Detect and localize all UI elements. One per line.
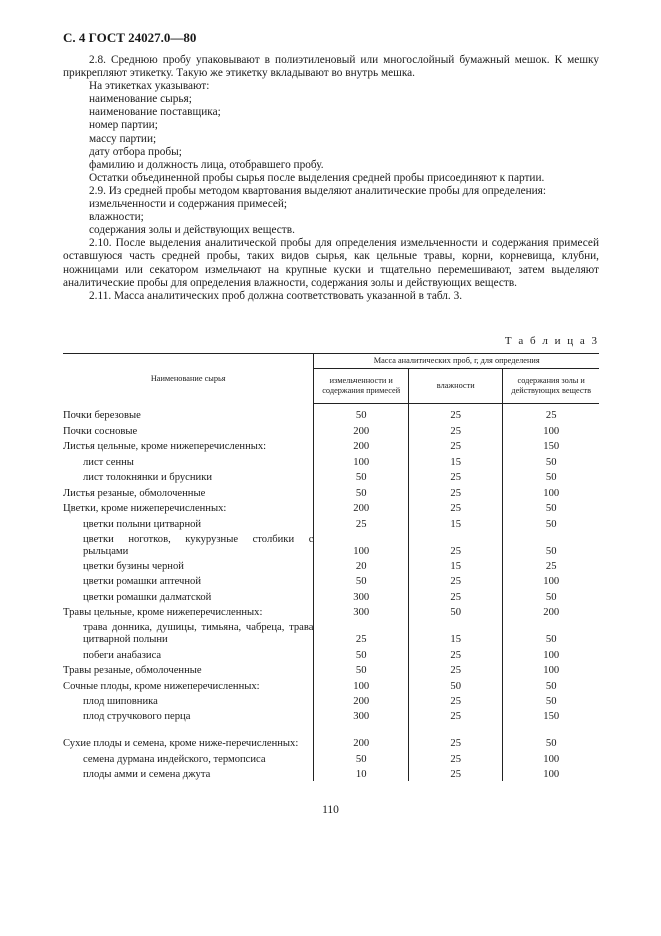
row-value-v1: 50: [314, 750, 409, 765]
row-value-v1: 300: [314, 708, 409, 723]
table-row: [63, 750, 599, 765]
paragraph: На этикетках указывают:: [89, 80, 210, 93]
row-value-v3: 50: [503, 531, 599, 558]
row-name: Травы резаные, обмолоченные: [63, 665, 202, 677]
table-row: [63, 422, 599, 437]
table-row: [63, 708, 599, 723]
row-value-v2: 25: [409, 723, 503, 750]
row-value-v2: 15: [409, 453, 503, 468]
paragraph: 2.11. Масса аналитических проб должна соответствовать указанной в табл. 3.: [89, 289, 463, 302]
row-value-v1: 100: [314, 677, 409, 692]
row-value-v1: 200: [314, 723, 409, 750]
row-value-v2: 25: [409, 646, 503, 661]
row-value-v1: 25: [314, 619, 409, 646]
row-value-v1: 50: [314, 484, 409, 499]
paragraph: 2.8. Среднюю пробу упаковывают в полиэтиленовый или многослойный бумажный мешок. К мешку прикрепляют этикетку. Такую же этикетку вкладывают во внутрь мешка.: [63, 54, 599, 80]
row-name: Листья резаные, обмолоченные: [63, 487, 206, 499]
body-text: [63, 54, 599, 303]
row-name: лист толокнянки и брусники: [83, 472, 213, 484]
row-name: плоды амми и семена джута: [83, 769, 211, 781]
paragraph: фамилию и должность лица, отобравшего пробу.: [89, 158, 324, 171]
row-value-v1: 10: [314, 766, 409, 781]
table-row: [63, 531, 599, 558]
row-name: семена дурмана индейского, термопсиса: [83, 753, 266, 765]
row-value-v1: 25: [314, 515, 409, 530]
row-value-v2: 25: [409, 588, 503, 603]
row-value-v2: 25: [409, 484, 503, 499]
row-name: цветки бузины черной: [83, 560, 184, 572]
row-value-v3: 100: [503, 484, 599, 499]
row-value-v2: 25: [409, 438, 503, 453]
table-row: [63, 469, 599, 484]
row-name: побеги анабазиса: [83, 649, 162, 661]
row-value-v3: 50: [503, 453, 599, 468]
row-value-v3: 25: [503, 404, 599, 423]
row-value-v2: 25: [409, 573, 503, 588]
paragraph: наименование поставщика;: [89, 106, 221, 119]
row-value-v1: 200: [314, 500, 409, 515]
row-value-v2: 25: [409, 750, 503, 765]
row-value-v3: 100: [503, 573, 599, 588]
row-value-v1: 50: [314, 646, 409, 661]
row-value-v3: 100: [503, 750, 599, 765]
row-value-v1: 200: [314, 438, 409, 453]
row-value-v1: 50: [314, 662, 409, 677]
row-value-v2: 25: [409, 693, 503, 708]
table-row: [63, 438, 599, 453]
table-row: [63, 619, 599, 646]
row-value-v1: 100: [314, 531, 409, 558]
table-row: [63, 693, 599, 708]
row-value-v2: 25: [409, 766, 503, 781]
col-header-ash: содержания золы и действующих веществ: [503, 369, 599, 404]
page-number: 110: [322, 804, 339, 816]
row-value-v3: 100: [503, 422, 599, 437]
row-name: Почки березовые: [63, 410, 141, 422]
row-value-v3: 50: [503, 677, 599, 692]
table-row: [63, 573, 599, 588]
row-value-v2: 15: [409, 515, 503, 530]
table-row: [63, 662, 599, 677]
col-header-name: Наименование сырья: [63, 354, 314, 404]
paragraph: влажности;: [89, 211, 144, 224]
row-name: лист сенны: [83, 456, 134, 468]
row-value-v3: 50: [503, 619, 599, 646]
paragraph: массу партии;: [89, 132, 157, 145]
row-value-v3: 50: [503, 693, 599, 708]
table-row: [63, 404, 599, 423]
row-value-v2: 25: [409, 404, 503, 423]
row-value-v3: 150: [503, 438, 599, 453]
row-value-v1: 20: [314, 558, 409, 573]
row-name: Листья цельные, кроме нижеперечисленных:: [63, 441, 267, 453]
row-value-v2: 25: [409, 422, 503, 437]
row-value-v3: 200: [503, 604, 599, 619]
row-value-v2: 25: [409, 708, 503, 723]
row-value-v3: 50: [503, 588, 599, 603]
table-caption: Т а б л и ц а 3: [504, 335, 599, 347]
row-name: плод стручкового перца: [83, 711, 191, 723]
sample-mass-table: [63, 353, 599, 781]
table-row: [63, 677, 599, 692]
table-row: [63, 723, 599, 750]
table-row: [63, 646, 599, 661]
row-name: цветки полыни цитварной: [83, 518, 202, 530]
table-row: [63, 604, 599, 619]
row-value-v1: 50: [314, 404, 409, 423]
row-name: цветки ромашки далматской: [83, 591, 212, 603]
row-value-v1: 100: [314, 453, 409, 468]
row-name: Цветки, кроме нижеперечисленных:: [63, 503, 227, 515]
row-value-v2: 25: [409, 469, 503, 484]
row-name: Сочные плоды, кроме нижеперечисленных:: [63, 680, 260, 692]
row-value-v2: 15: [409, 619, 503, 646]
row-value-v2: 25: [409, 500, 503, 515]
table-row: [63, 766, 599, 781]
row-name: цветки ромашки аптечной: [83, 576, 202, 588]
row-value-v2: 50: [409, 604, 503, 619]
col-header-moisture: влажности: [409, 369, 503, 404]
row-value-v3: 50: [503, 469, 599, 484]
row-name: Травы цельные, кроме нижеперечисленных:: [63, 607, 263, 619]
paragraph: 2.9. Из средней пробы методом квартования выделяют аналитические пробы для определения:: [89, 184, 547, 197]
row-value-v3: 25: [503, 558, 599, 573]
row-value-v1: 200: [314, 422, 409, 437]
page-header: С. 4 ГОСТ 24027.0—80: [63, 30, 197, 45]
table-row: [63, 484, 599, 499]
paragraph: измельченности и содержания примесей;: [89, 198, 288, 211]
row-value-v1: 300: [314, 588, 409, 603]
row-value-v3: 100: [503, 662, 599, 677]
paragraph: содержания золы и действующих веществ.: [89, 224, 295, 237]
row-name: Сухие плоды и семена, кроме ниже-перечисленных:: [63, 738, 299, 750]
row-value-v2: 50: [409, 677, 503, 692]
row-value-v2: 25: [409, 531, 503, 558]
col-header-impurities: измельченности и содержания примесей: [314, 369, 409, 404]
row-value-v1: 50: [314, 469, 409, 484]
row-value-v1: 200: [314, 693, 409, 708]
row-value-v2: 25: [409, 662, 503, 677]
paragraph: наименование сырья;: [89, 93, 192, 106]
paragraph: 2.10. После выделения аналитической пробы для определения измельченности и содержания примесей оставшуюся часть средней пробы, таких видов сырья, как цельные травы, корни, корневища, клубни, ножницами или секатором измельчают на крупные куски и тщательно перемешивают, затем выделяют аналитические пробы для определения влажности, содержания золы и действующих веществ.: [63, 237, 599, 289]
col-group-header: Масса аналитических проб, г, для определения: [314, 354, 599, 369]
row-value-v3: 50: [503, 515, 599, 530]
row-value-v3: 50: [503, 723, 599, 750]
row-value-v1: 300: [314, 604, 409, 619]
table-row: [63, 558, 599, 573]
paragraph: Остатки объединенной пробы сырья после выделения средней пробы присоединяют к партии.: [89, 171, 545, 184]
paragraph: номер партии;: [89, 119, 158, 132]
row-name: плод шиповника: [83, 696, 158, 707]
row-value-v3: 100: [503, 766, 599, 781]
table-row: [63, 515, 599, 530]
row-value-v3: 100: [503, 646, 599, 661]
row-name: цветки ноготков, кукурузные столбики с рыльцами: [83, 533, 314, 557]
row-name: Почки сосновые: [63, 425, 138, 437]
row-value-v3: 50: [503, 500, 599, 515]
row-name: трава донника, душицы, тимьяна, чабреца, трава цитварной полыни: [83, 622, 314, 646]
table-row: [63, 500, 599, 515]
row-value-v2: 15: [409, 558, 503, 573]
row-value-v1: 50: [314, 573, 409, 588]
paragraph: дату отбора пробы;: [89, 145, 182, 158]
row-value-v3: 150: [503, 708, 599, 723]
table-row: [63, 453, 599, 468]
table-row: [63, 588, 599, 603]
